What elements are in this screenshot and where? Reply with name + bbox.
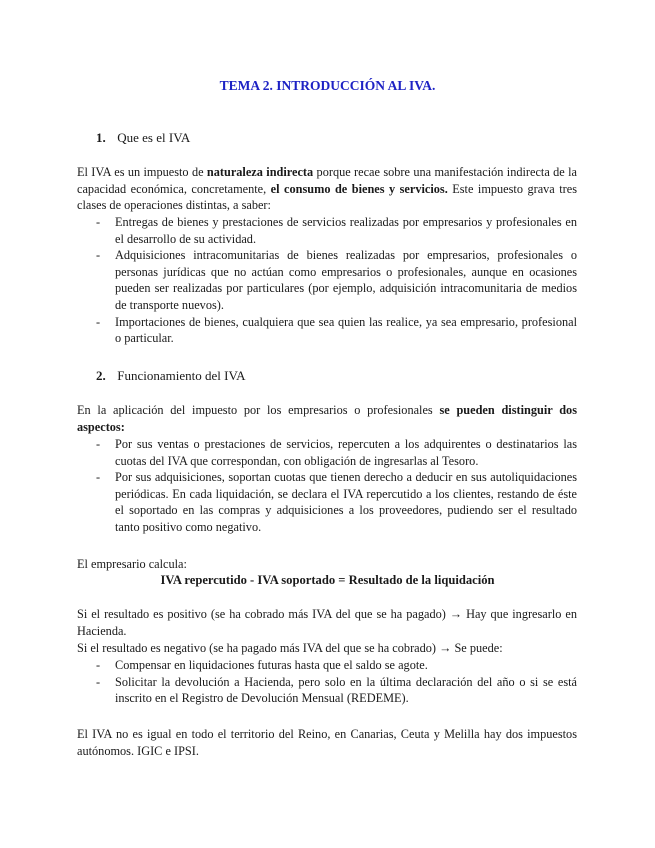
- negative-options-list: [77, 657, 577, 707]
- list-item: [77, 314, 577, 347]
- section-2-heading-text: Funcionamiento del IVA: [117, 368, 246, 383]
- list-item-text: Entregas de bienes y prestaciones de servicios realizadas por empresarios y profesionales en el desarrollo de su actividad.: [115, 215, 577, 246]
- intro-text: porque recae sobre una manifestación indirecta de la capacidad económica, concretamente,: [77, 165, 577, 196]
- list-item: [77, 674, 577, 707]
- list-item-text: Compensar en liquidaciones futuras hasta que el saldo se agote.: [115, 658, 428, 672]
- list-item: [77, 469, 577, 535]
- list-item-text: Solicitar la devolución a Hacienda, pero solo en la última declaración del año o si se está inscrito en el Registro de Devolución Mensual (REDEME).: [115, 674, 577, 706]
- intro-text: El IVA es un impuesto de: [77, 165, 207, 179]
- section-1-list: [77, 214, 577, 347]
- result-positive: Si el resultado es positivo (se ha cobrado más IVA del que se ha pagado) → Hay que ingresarlo en Hacienda.: [77, 607, 577, 638]
- list-item: [77, 657, 577, 674]
- list-item: [77, 436, 577, 469]
- intro-bold: naturaleza indirecta: [206, 165, 314, 179]
- page-title: TEMA 2. INTRODUCCIÓN AL IVA.: [219, 78, 436, 93]
- section-2-heading: [96, 368, 246, 384]
- closing-paragraph: El IVA no es igual en todo el territorio del Reino, en Canarias, Ceuta y Melilla hay dos impuestos autónomos. IGIC e IPSI.: [77, 727, 577, 758]
- bullet-dash: -: [96, 674, 101, 689]
- bullet-dash: -: [96, 215, 101, 229]
- intro-text: Este impuesto grava tres clases de operaciones distintas, a saber:: [77, 181, 577, 213]
- section-2-intro: [77, 402, 577, 435]
- section-1-number: 1.: [96, 130, 106, 145]
- bullet-dash: -: [96, 248, 101, 263]
- bullet-dash: -: [96, 470, 101, 485]
- section-1-intro: [77, 164, 577, 214]
- section-2-number: 2.: [96, 368, 106, 383]
- result-negative: Si el resultado es negativo (se ha pagado más IVA del que se ha cobrado) → Se puede:: [77, 641, 503, 655]
- list-item: [77, 247, 577, 313]
- bullet-dash: -: [96, 658, 101, 672]
- intro-bold: se pueden distinguir dos aspectos:: [77, 403, 577, 434]
- section-1-heading: [96, 130, 190, 146]
- section-1-heading-text: Que es el IVA: [117, 130, 191, 145]
- list-item-text: Por sus adquisiciones, soportan cuotas que tienen derecho a deducir en sus autoliquidaciones periódicas. En cada liquidación, se declara el IVA repercutido a los clientes, restando de éste el soportado en las compras y adquisiciones a los proveedores, pudiendo ser el resultado tanto positivo como negativo.: [115, 470, 577, 534]
- list-item: [77, 214, 577, 247]
- calc-intro: El empresario calcula:: [77, 557, 187, 571]
- intro-bold: el consumo de bienes y servicios.: [270, 181, 448, 196]
- bullet-dash: -: [96, 437, 101, 451]
- list-item-text: Adquisiciones intracomunitarias de bienes realizadas por empresarios, profesionales o personas jurídicas que no actúan como empresarios o profesionales, aunque en ocasiones pueden ser realizadas por particulares (por ejemplo, adquisición intracomunitaria de medios de transporte nuevos).: [115, 248, 577, 312]
- bullet-dash: -: [96, 314, 101, 329]
- list-item-text: Importaciones de bienes, cualquiera que sea quien las realice, ya sea empresario, profesional o particular.: [115, 314, 577, 346]
- formula: IVA repercutido - IVA soportado = Resultado de la liquidación: [160, 573, 495, 587]
- section-2-list: [77, 436, 577, 536]
- list-item-text: Por sus ventas o prestaciones de servicios, repercuten a los adquirentes o destinatarios las cuotas del IVA que correspondan, con obligación de ingresarlas al Tesoro.: [115, 437, 577, 468]
- intro-text: En la aplicación del impuesto por los empresarios o profesionales: [77, 403, 440, 417]
